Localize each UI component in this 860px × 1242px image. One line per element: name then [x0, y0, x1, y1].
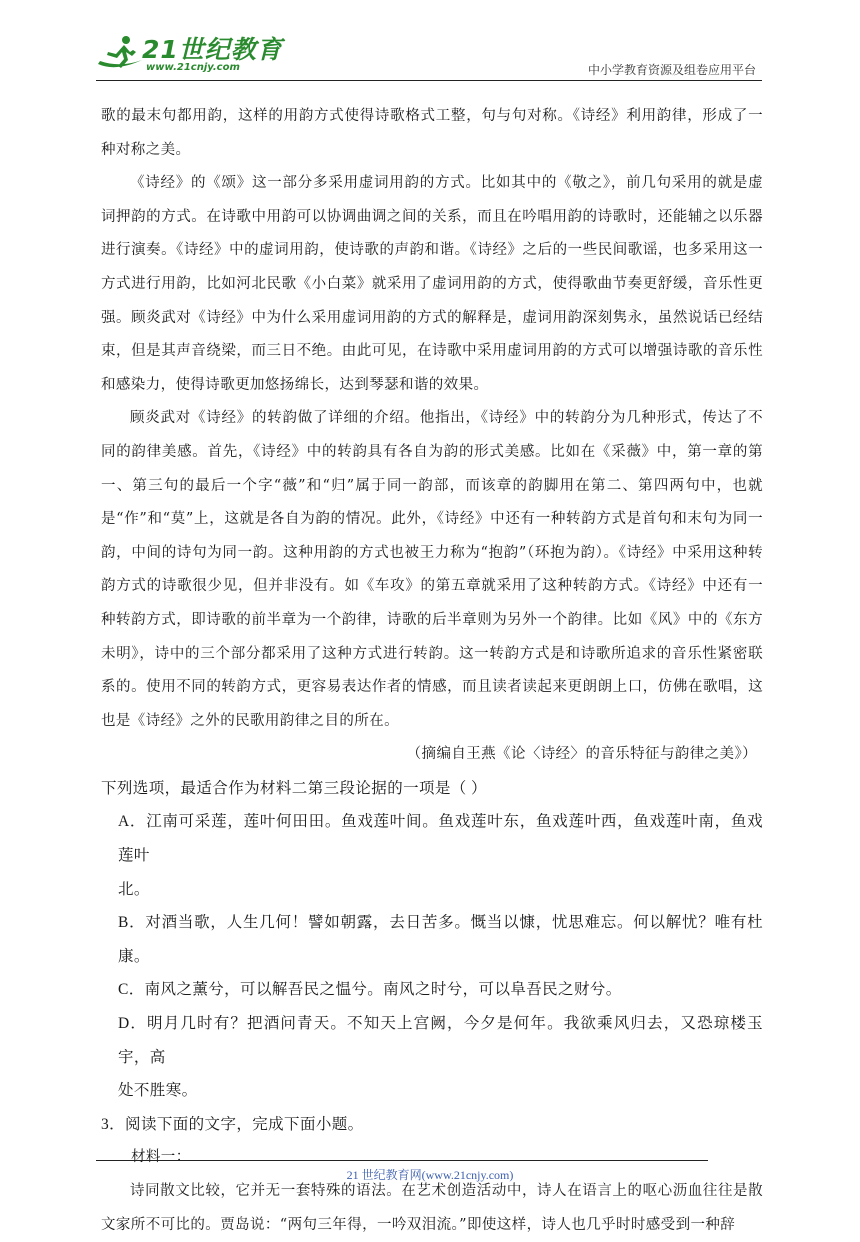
option-c[interactable] — [101, 973, 763, 1007]
logo-url: www.21cnjy.com — [146, 62, 240, 73]
material-text: 诗同散文比较，它并无一套特殊的语法。在艺术创造活动中，诗人在语言上的呕心沥血往往是散文家所不可比的。贾岛说：“两句三年得，一吟双泪流。”即使这样，诗人也几乎时时感受到一种辞 — [101, 1183, 763, 1233]
runner-logo-icon — [96, 34, 144, 74]
header-divider — [96, 80, 762, 81]
option-d[interactable] — [101, 1007, 763, 1108]
paragraph-1: 歌的最末句都用韵，这样的用韵方式使得诗歌格式工整，句与句对称。《诗经》利用韵律，形成了一种对称之美。 — [101, 108, 763, 158]
platform-name: 中小学教育资源及组卷应用平台 — [587, 63, 756, 77]
paragraph-3: 顾炎武对《诗经》的转韵做了详细的介绍。他指出，《诗经》中的转韵分为几种形式，传达了不同的韵律美感。首先，《诗经》中的转韵具有各自为韵的形式美感。比如在《采薇》中，第一章的第一、第三句的最后一个字“薇”和“归”属于同一韵部，而该章的韵脚用在第二、第四两句中，也就是“作”和“莫”上，这就是各自为韵的情况。此外，《诗经》中还有一种转韵方式是首句和末句为同一韵，中间的诗句为同一韵。这种用韵的方式也被王力称为“抱韵”（环抱为韵）。《诗经》中采用这种转韵方式的诗歌很少见，但并非没有。如《车攻》的第五章就采用了这种转韵方式。《诗经》中还有一种转韵方式，即诗歌的前半章为一个韵律，诗歌的后半章则为另外一个韵律。比如《风》中的《东方未明》，诗中的三个部分都采用了这种方式进行转韵。这一转韵方式是和诗歌所追求的音乐性紧密联系的。使用不同的转韵方式，更容易表达作者的情感，而且读者读起来更朗朗上口，仿佛在歌唱，这也是《诗经》之外的民歌用韵律之目的所在。 — [101, 410, 763, 729]
page-header — [0, 0, 860, 84]
source-citation: （摘编自王燕《论〈诗经〉的音乐特征与韵律之美》） — [406, 746, 757, 763]
option-b-text: 对酒当歌，人生几何！譬如朝露，去日苦多。慨当以慷，忧思难忘。何以解忧？唯有杜康。 — [118, 914, 764, 965]
option-b[interactable] — [101, 906, 763, 973]
option-a-letter: A． — [118, 813, 147, 831]
option-d-letter: D． — [118, 1015, 148, 1033]
option-a-text: 江南可采莲，莲叶何田田。鱼戏莲叶间。鱼戏莲叶东，鱼戏莲叶西，鱼戏莲叶南，鱼戏莲叶 — [118, 813, 764, 865]
option-c-text: 南风之薰兮，可以解吾民之愠兮。南风之时兮，可以阜吾民之财兮。 — [144, 981, 622, 999]
option-d-text: 明月几时有？把酒问青天。不知天上宫阙，今夕是何年。我欲乘风归去，又恐琼楼玉宇，高 — [118, 1015, 763, 1066]
paragraph-2: 《诗经》的《颂》这一部分多采用虚词用韵的方式。比如其中的《敬之》，前几句采用的就是虚词押韵的方式。在诗歌中用韵可以协调曲调之间的关系，而且在吟唱用韵的诗歌时，还能辅之以乐器进行演奏。《诗经》中的虚词用韵，使诗歌的声韵和谐。《诗经》之后的一些民间歌谣，也多采用这一方式进行用韵，比如河北民歌《小白菜》就采用了虚词用韵的方式，使得歌曲节奏更舒缓，音乐性更强。顾炎武对《诗经》中为什么采用虚词用韵的方式的解释是，虚词用韵深刻隽永，虽然说话已经结束，但是其声音绕梁，而三日不绝。由此可见，在诗歌中采用虚词用韵的方式可以增强诗歌的音乐性和感染力，使得诗歌更加悠扬绵长，达到琴瑟和谐的效果。 — [101, 175, 763, 393]
option-d-continuation: 处不胜寒。 — [118, 1082, 198, 1100]
footer-divider — [96, 1160, 708, 1161]
page-footer[interactable]: 21 世纪教育网(www.21cnjy.com) — [346, 1168, 514, 1182]
document-body — [101, 100, 763, 1242]
material-label: 材料一： — [131, 1149, 191, 1166]
option-a-continuation: 北。 — [118, 880, 150, 898]
option-b-letter: B． — [118, 914, 146, 932]
option-c-letter: C． — [118, 981, 145, 999]
question-3-stem: 3．阅读下面的文字，完成下面小题。 — [101, 1115, 364, 1133]
site-logo — [96, 30, 283, 78]
option-a[interactable] — [101, 805, 763, 906]
question-stem: 下列选项，最适合作为材料二第三段论据的一项是（ ） — [101, 779, 487, 797]
logo-text: 21世纪教育 — [142, 35, 283, 64]
